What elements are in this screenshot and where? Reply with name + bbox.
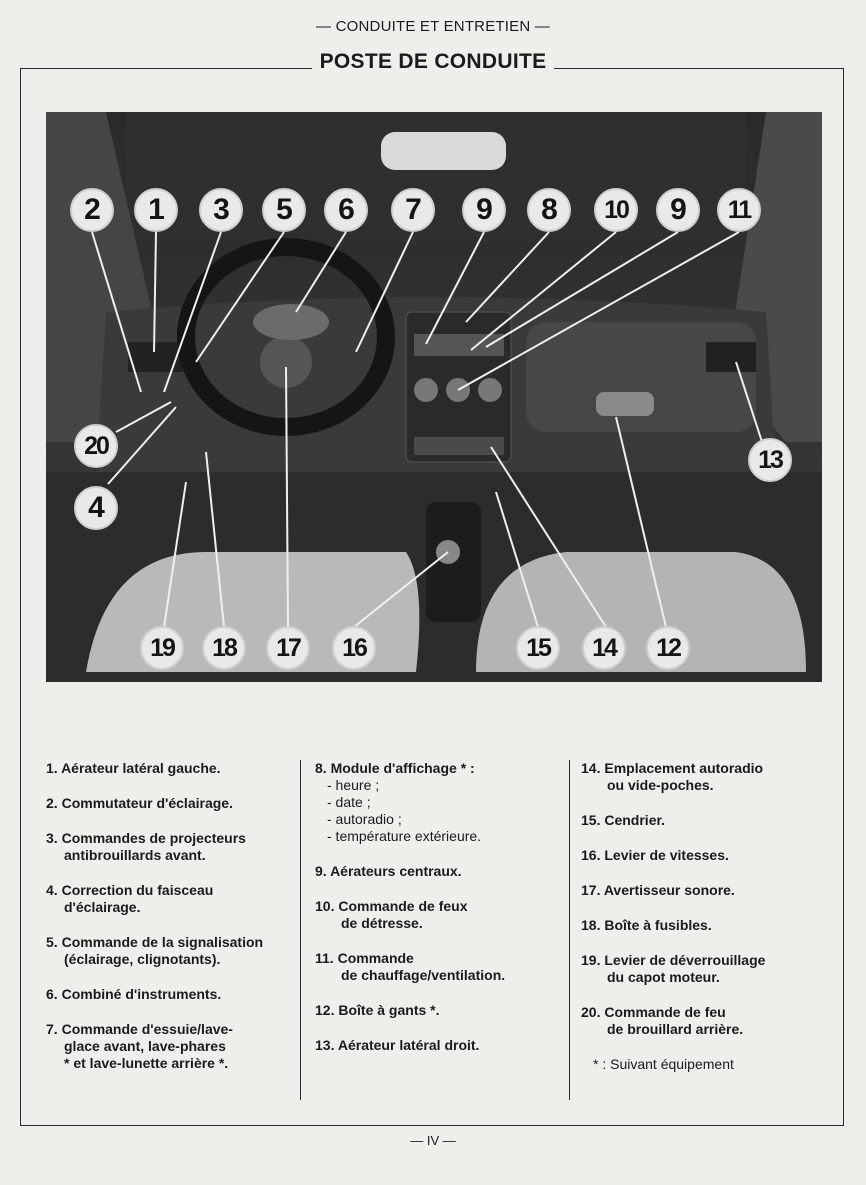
callout-8: 8 (527, 188, 571, 232)
callout-10: 10 (594, 188, 638, 232)
legend-item-20: 20. Commande de feu de brouillard arrière. (581, 1004, 744, 1037)
legend-item-12: 12. Boîte à gants *. (315, 1002, 440, 1018)
legend-item-5: 5. Commande de la signalisation (éclairage, clignotants). (46, 934, 264, 967)
legend-item-13: 13. Aérateur latéral droit. (315, 1037, 480, 1053)
legend-column-1 (46, 760, 296, 1090)
callout-11: 11 (717, 188, 761, 232)
callout-4: 4 (74, 486, 118, 530)
legend-item-14: 14. Emplacement autoradio ou vide-poches. (581, 760, 764, 793)
callout-6: 6 (324, 188, 368, 232)
legend-item-8: 8. Module d'affichage * : - heure ; - date ; - autoradio ; - température extérieure. (315, 760, 482, 844)
legend-column-3 (581, 760, 821, 1073)
legend-column-2 (300, 760, 570, 1100)
legend-item-2: 2. Commutateur d'éclairage. (46, 795, 233, 811)
legend-item-16: 16. Levier de vitesses. (581, 847, 729, 863)
callout-18: 18 (202, 626, 246, 670)
equipment-note: * : Suivant équipement (593, 1056, 734, 1072)
legend-item-7: 7. Commande d'essuie/lave- glace avant, lave-phares * et lave-lunette arrière *. (46, 1021, 233, 1071)
callout-12: 12 (646, 626, 690, 670)
legend-item-10: 10. Commande de feux de détresse. (315, 898, 468, 931)
legend-item-3: 3. Commandes de projecteurs antibrouillards avant. (46, 830, 246, 863)
legend-item-6: 6. Combiné d'instruments. (46, 986, 222, 1002)
callout-15: 15 (516, 626, 560, 670)
legend-item-18: 18. Boîte à fusibles. (581, 917, 712, 933)
page-title (0, 50, 866, 74)
callout-2: 2 (70, 188, 114, 232)
legend-item-15: 15. Cendrier. (581, 812, 666, 828)
legend-item-9: 9. Aérateurs centraux. (315, 863, 462, 879)
callout-9b: 9 (656, 188, 700, 232)
callout-17: 17 (266, 626, 310, 670)
legend-item-19: 19. Levier de déverrouillage du capot moteur. (581, 952, 766, 985)
callout-9a: 9 (462, 188, 506, 232)
dashboard-photo (46, 112, 822, 682)
section-header: — CONDUITE ET ENTRETIEN — (316, 18, 550, 35)
callout-3: 3 (199, 188, 243, 232)
callout-5: 5 (262, 188, 306, 232)
page-title-text: POSTE DE CONDUITE (312, 50, 555, 73)
callout-14: 14 (582, 626, 626, 670)
callout-7: 7 (391, 188, 435, 232)
callout-20: 20 (74, 424, 118, 468)
legend-item-1: 1. Aérateur latéral gauche. (46, 760, 221, 776)
legend-item-11: 11. Commande de chauffage/ventilation. (315, 950, 506, 983)
legend-item-17: 17. Avertisseur sonore. (581, 882, 735, 898)
page-number: — IV — (410, 1133, 456, 1148)
callout-13: 13 (748, 438, 792, 482)
legend-item-4: 4. Correction du faisceau d'éclairage. (46, 882, 214, 915)
callout-19: 19 (140, 626, 184, 670)
callout-1: 1 (134, 188, 178, 232)
callout-16: 16 (332, 626, 376, 670)
